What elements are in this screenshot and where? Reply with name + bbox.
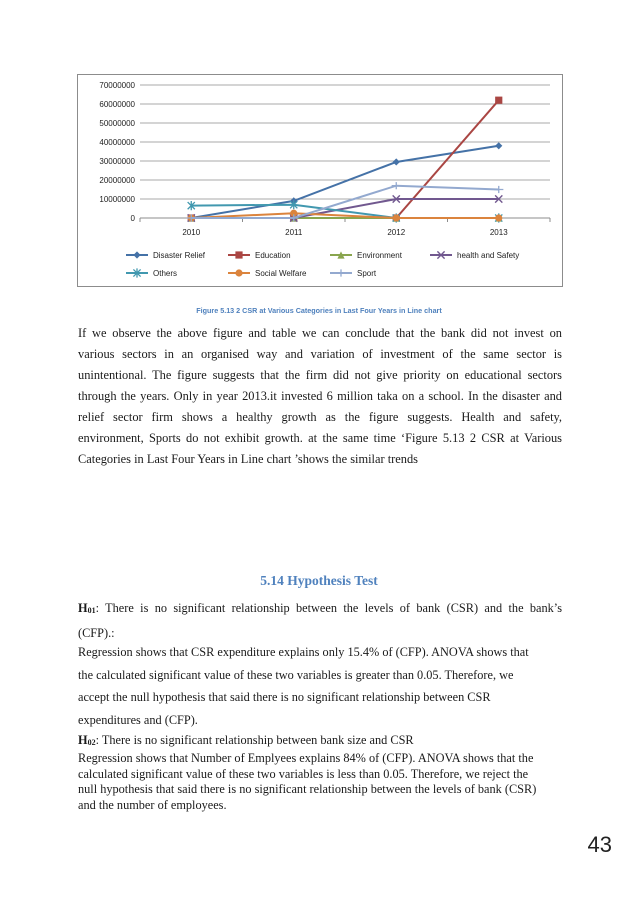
data-point-social-welfare xyxy=(495,214,502,221)
y-tick-label: 20000000 xyxy=(99,176,135,185)
hypothesis-1-sub: 01 xyxy=(87,606,96,615)
paragraph-line: Categories in Last Four Years in Line chart ’shows the similar trends xyxy=(78,452,418,466)
legend-label-education: Education xyxy=(255,251,291,260)
x-tick-label: 2012 xyxy=(387,228,406,237)
legend-label-environment: Environment xyxy=(357,251,402,260)
regression-2-line: calculated significant value of these two variables is less than 0.05. Therefore, we reject the xyxy=(78,766,529,781)
regression-1-line: the calculated significant value of these two variables is greater than 0.05. Therefore, we xyxy=(78,667,514,682)
data-point-sport xyxy=(392,182,401,189)
hypothesis-1-text: : There is no significant relationship between the levels of bank (CSR) and the bank’s xyxy=(95,601,562,615)
legend-marker-education xyxy=(235,251,242,258)
hypothesis-1-line2: (CFP).: xyxy=(78,626,115,640)
y-tick-label: 60000000 xyxy=(99,100,135,109)
legend-marker-disaster-relief xyxy=(133,251,140,258)
hypothesis-1 xyxy=(78,597,562,644)
x-tick-label: 2011 xyxy=(285,228,303,237)
data-point-disaster-relief xyxy=(393,158,400,165)
regression-2-line: null hypothesis that said there is no significant relationship between the levels of bank (CSR) xyxy=(78,782,537,796)
regression-1-line: expenditures and (CFP). xyxy=(78,712,198,727)
hypothesis-2-text: : There is no significant relationship between bank size and CSR xyxy=(95,733,414,747)
legend-label-others: Others xyxy=(153,269,178,278)
paragraph-line: unintentional. The figure suggests that the firm did not give priority on educational sectors xyxy=(78,368,562,382)
series-line-sport xyxy=(191,186,499,218)
regression-1-line: Regression shows that CSR expenditure explains only 15.4% of (CFP). ANOVA shows that xyxy=(78,645,529,659)
y-tick-label: 50000000 xyxy=(99,119,135,128)
hypothesis-2-label: H xyxy=(78,733,88,747)
legend-marker-sport xyxy=(336,269,345,276)
x-tick-label: 2013 xyxy=(489,228,508,237)
figure-caption: Figure 5.13 2 CSR at Various Categories in Last Four Years in Line chart xyxy=(196,306,442,315)
data-point-social-welfare xyxy=(393,214,400,221)
y-tick-label: 10000000 xyxy=(99,195,135,204)
data-point-education xyxy=(495,97,502,104)
paragraph-line: environment, Sports do not exhibit growth. at the same time ‘Figure 5.13 2 CSR at Various xyxy=(78,431,562,445)
regression-1-line: accept the null hypothesis that said there is no significant relationship between CSR xyxy=(78,690,491,704)
regression-2-line: and the number of employees. xyxy=(78,797,227,812)
section-title: 5.14 Hypothesis Test xyxy=(260,573,378,588)
csr-line-chart xyxy=(77,74,563,287)
hypothesis-2 xyxy=(78,731,562,752)
paragraph-line: relief sector firm shows a healthy growth as the figure suggests. Health and safety, xyxy=(78,410,562,424)
paragraph-line: various sectors in an organised way and variation of investment of the same sector is xyxy=(78,347,562,361)
legend-label-health-and-safety: health and Safety xyxy=(457,251,520,260)
y-tick-label: 40000000 xyxy=(99,138,135,147)
x-tick-label: 2010 xyxy=(182,228,201,237)
data-point-disaster-relief xyxy=(495,142,502,149)
regression-2 xyxy=(78,751,562,813)
hypothesis-1-label: H xyxy=(78,601,88,615)
legend-label-social-welfare: Social Welfare xyxy=(255,269,307,278)
page-number: 43 xyxy=(587,832,612,857)
series-line-disaster-relief xyxy=(191,146,499,218)
legend-marker-social-welfare xyxy=(235,269,242,276)
paragraph-line: through the years. Only in year 2013.it invested 6 million taka on a school. In the disaster and xyxy=(78,389,562,403)
y-tick-label: 0 xyxy=(130,214,135,223)
discussion-paragraph xyxy=(78,323,562,470)
legend-label-disaster-relief: Disaster Relief xyxy=(153,251,206,260)
legend-label-sport: Sport xyxy=(357,269,377,278)
paragraph-line: If we observe the above figure and table we can conclude that the bank did not invest on xyxy=(78,326,562,340)
data-point-sport xyxy=(494,186,503,193)
hypothesis-2-sub: 02 xyxy=(87,738,96,747)
chart-canvas xyxy=(78,75,564,288)
series-line-education xyxy=(191,100,499,218)
regression-1 xyxy=(78,641,562,731)
y-tick-label: 70000000 xyxy=(99,81,135,90)
y-tick-label: 30000000 xyxy=(99,157,135,166)
regression-2-line: Regression shows that Number of Emplyees explains 84% of (CFP). ANOVA shows that the xyxy=(78,751,534,765)
